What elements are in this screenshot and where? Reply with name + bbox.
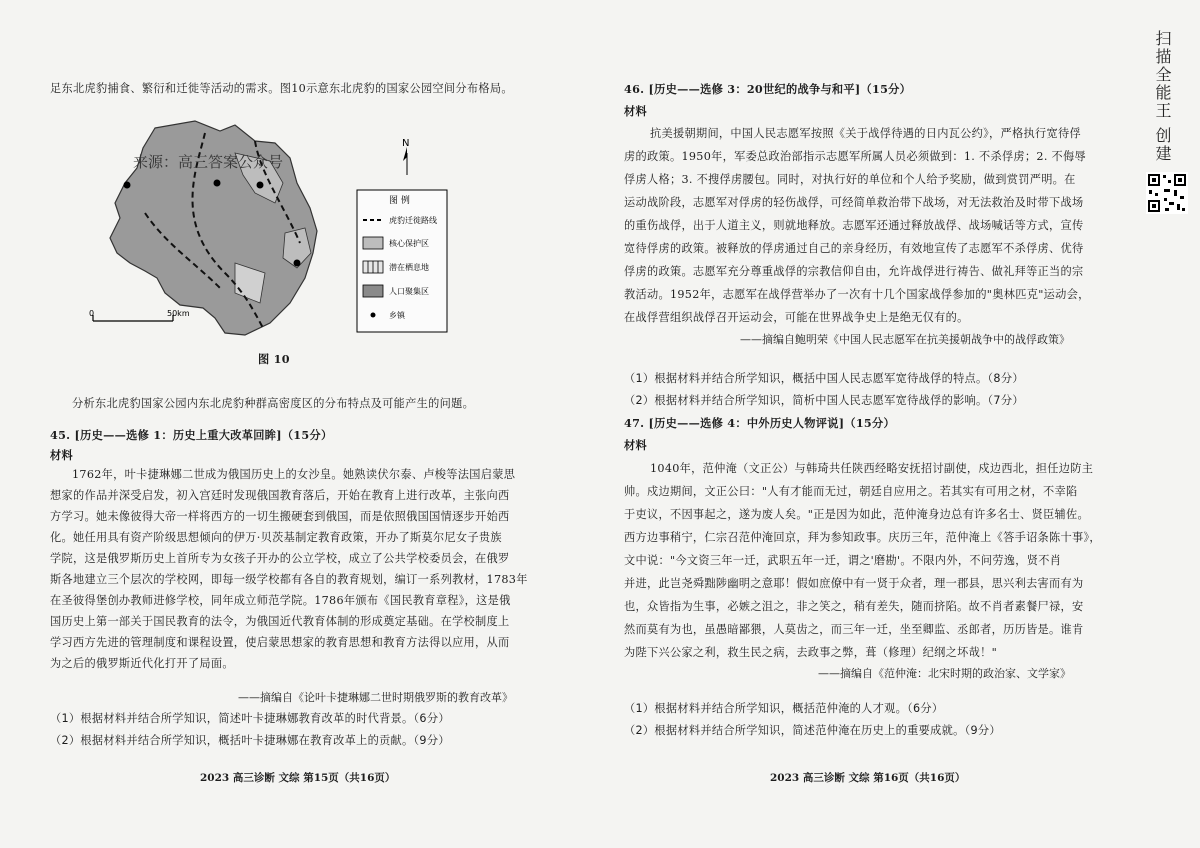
q46-line: 俘虏人格；3. 不搜俘虏腰包。同时，对执行好的单位和个人给予奖励，做到赏罚严明。在 xyxy=(624,173,1076,186)
town-dot xyxy=(214,180,221,187)
q45-title: 45. [历史——选修 1：历史上重大改革回眸]（15分） xyxy=(50,428,333,442)
q46-line: 运动战阶段，志愿军对俘虏的轻伤战俘，可经简单救治带下战场，对无法救治及时带下战场 xyxy=(624,196,1084,209)
intro-text: 足东北虎豹捕食、繁衍和迁徙等活动的需求。图10示意东北虎豹的国家公园空间分布格局。 xyxy=(50,82,513,95)
q45-subquestion-2: （2）根据材料并结合所学知识，概括叶卡捷琳娜在教育改革上的贡献。（9分） xyxy=(50,734,450,747)
q45-line: 1762年，叶卡捷琳娜二世成为俄国历史上的女沙皇。她熟读伏尔泰、卢梭等法国启蒙思 xyxy=(72,468,516,481)
right-footer: 2023 高三诊断 文综 第16页（共16页） xyxy=(770,772,966,784)
q47-source: ——摘编自《范仲淹：北宋时期的政治家、文学家》 xyxy=(818,667,1071,680)
legend-item-habitat: 潜在栖息地 xyxy=(389,263,429,272)
q46-title: 46. [历史——选修 3：20世纪的战争与和平]（15分） xyxy=(624,82,912,96)
qr-code-icon xyxy=(1146,172,1188,214)
scanner-watermark: 扫描全能王 创建 xyxy=(1153,30,1172,164)
q47-line: 然而莫有为也，虽愚暗鄙猥，人莫齿之，而三年一迁，坐至卿监、丞郎者，历历皆是。谁肯 xyxy=(624,623,1084,636)
q45-line: 想家的作品并深受启发，初入宫廷时发现俄国教育落后，开始在教育上进行改革，主张向西 xyxy=(50,489,510,502)
q45-subquestion-1: （1）根据材料并结合所学知识，简述叶卡捷琳娜教育改革的时代背景。（6分） xyxy=(50,712,450,725)
geo-task: 分析东北虎豹国家公园内东北虎豹种群高密度区的分布特点及可能产生的问题。 xyxy=(72,397,475,410)
q45-line: 学习西方先进的管理制度和课程设置，使启蒙思想家的教育思想和教育方法得以应用，从而 xyxy=(50,636,510,649)
q47-line: 帅。戍边期间，文正公曰："人有才能而无过，朝廷自应用之。若其实有可用之材，不幸陷 xyxy=(624,485,1078,498)
q45-line: 方学习。她未像彼得大帝一样将西方的一切生搬硬套到俄国，而是依照俄国国情逐步开始西 xyxy=(50,510,510,523)
tiger-park-map xyxy=(85,113,450,345)
q46-subquestion-1: （1）根据材料并结合所学知识，概括中国人民志愿军宽待战俘的特点。（8分） xyxy=(624,372,1024,385)
legend-item-population: 人口聚集区 xyxy=(389,287,429,296)
q47-subquestion-1: （1）根据材料并结合所学知识，概括范仲淹的人才观。（6分） xyxy=(624,702,944,715)
map-caption: 图 10 xyxy=(258,352,290,366)
q45-line: 为之后的俄罗斯近代化打开了局面。 xyxy=(50,657,234,670)
legend xyxy=(357,190,447,332)
q47-line: 文中说："今文资三年一迁，武职五年一迁，谓之'磨勘'。不限内外，不问劳逸，贤不肖 xyxy=(624,554,1062,567)
legend-item-core: 核心保护区 xyxy=(389,239,429,248)
q46-source: ——摘编自鲍明荣《中国人民志愿军在抗美援朝战争中的战俘政策》 xyxy=(740,333,1070,346)
q45-line: 在圣彼得堡创办教师进修学校，同年成立师范学院。1786年颁布《国民教育章程》，这是俄 xyxy=(50,594,511,607)
q46-line: 抗美援朝期间，中国人民志愿军按照《关于战俘待遇的日内瓦公约》，严格执行宽待俘 xyxy=(650,127,1081,140)
map-svg xyxy=(85,113,450,345)
q47-title: 47. [历史——选修 4：中外历史人物评说]（15分） xyxy=(624,416,895,430)
q46-line: 的重伤战俘，出于人道主义，则就地释放。志愿军还通过释放战俘、战场喊话等方式，宣传 xyxy=(624,219,1084,232)
q45-source: ——摘编自《论叶卡捷琳娜二世时期俄罗斯的教育改革》 xyxy=(238,691,513,704)
q46-material-label: 材料 xyxy=(624,104,647,118)
q47-material-label: 材料 xyxy=(624,438,647,452)
q47-line: 1040年，范仲淹（文正公）与韩琦共任陕西经略安抚招讨副使，戍边西北，担任边防主 xyxy=(650,462,1094,475)
legend-title: 图 例 xyxy=(389,196,410,206)
town-dot xyxy=(294,260,301,267)
legend-item-town: 乡镇 xyxy=(389,311,405,320)
q47-line: 也，众皆指为生事，必嫉之沮之，非之笑之，稍有差失，随而挤陷。故不肖者素餐尸禄，安 xyxy=(624,600,1084,613)
q46-line: 宽待俘虏的政策。被释放的俘虏通过自己的亲身经历，有效地宣传了志愿军不杀俘虏、优待 xyxy=(624,242,1084,255)
q47-line: 并进，此岂尧舜黜陟幽明之意耶！假如庶僚中有一贤于众者，理一郡县，思兴利去害而有为 xyxy=(624,577,1084,590)
q46-line: 俘虏的政策。志愿军充分尊重战俘的宗教信仰自由，允许战俘进行祷告、做礼拜等正当的宗 xyxy=(624,265,1084,278)
legend-item-route: 虎豹迁徙路线 xyxy=(389,216,437,225)
q47-line: 于吏议，不因事起之，遂为废人矣。"正是因为如此，范仲淹身边总有许多名士、贤臣辅佐。 xyxy=(624,508,1089,521)
q46-subquestion-2: （2）根据材料并结合所学知识，简析中国人民志愿军宽待战俘的影响。（7分） xyxy=(624,394,1024,407)
q46-line: 在战俘营组织战俘召开运动会，可能在世界战争史上是绝无仅有的。 xyxy=(624,311,969,324)
q45-line: 斯各地建立三个层次的学校网，即每一级学校都有各自的教育规划，编订一系列教材，1783年 xyxy=(50,573,528,586)
north-arrow xyxy=(402,138,409,175)
scale-end: 50km xyxy=(167,309,190,318)
q47-subquestion-2: （2）根据材料并结合所学知识，简述范仲淹在历史上的重要成就。（9分） xyxy=(624,724,1001,737)
q47-line: 西方边事稍宁，仁宗召范仲淹回京，拜为参知政事。庆历三年，范仲淹上《答手诏条陈十事》， xyxy=(624,531,1101,544)
q45-line: 国历史上第一部关于国民教育的法令，为俄国近代教育体制的形成奠定基础。在学校制度上 xyxy=(50,615,510,628)
north-label: N xyxy=(402,138,410,149)
q45-line: 化。她任用具有资产阶级思想倾向的伊万·贝茨基制定教育政策，开办了斯莫尔尼女子贵族 xyxy=(50,531,502,544)
q45-material-label: 材料 xyxy=(50,448,73,462)
left-footer: 2023 高三诊断 文综 第15页（共16页） xyxy=(200,772,396,784)
town-dot xyxy=(124,182,131,189)
q45-line: 学院，这是俄罗斯历史上首所专为女孩子开办的公立学校，成立了公共学校委员会，在俄罗 xyxy=(50,552,510,565)
scale-start: 0 xyxy=(89,309,95,318)
town-dot xyxy=(257,182,264,189)
right-page xyxy=(600,0,1200,848)
q47-line: 为陛下兴公家之利，救生民之病，去政事之弊，葺（修理）纪纲之坏哉！" xyxy=(624,646,998,659)
q46-line: 教活动。1952年，志愿军在战俘营举办了一次有十几个国家战俘参加的"奥林匹克"运动会， xyxy=(624,288,1090,301)
map-watermark: 来源：高三答案公众号 xyxy=(133,153,284,171)
scale-bar xyxy=(89,309,190,321)
q46-line: 虏的政策。1950年，军委总政治部指示志愿军所属人员必须做到：1. 不杀俘虏；2. 不侮辱 xyxy=(624,150,1086,163)
